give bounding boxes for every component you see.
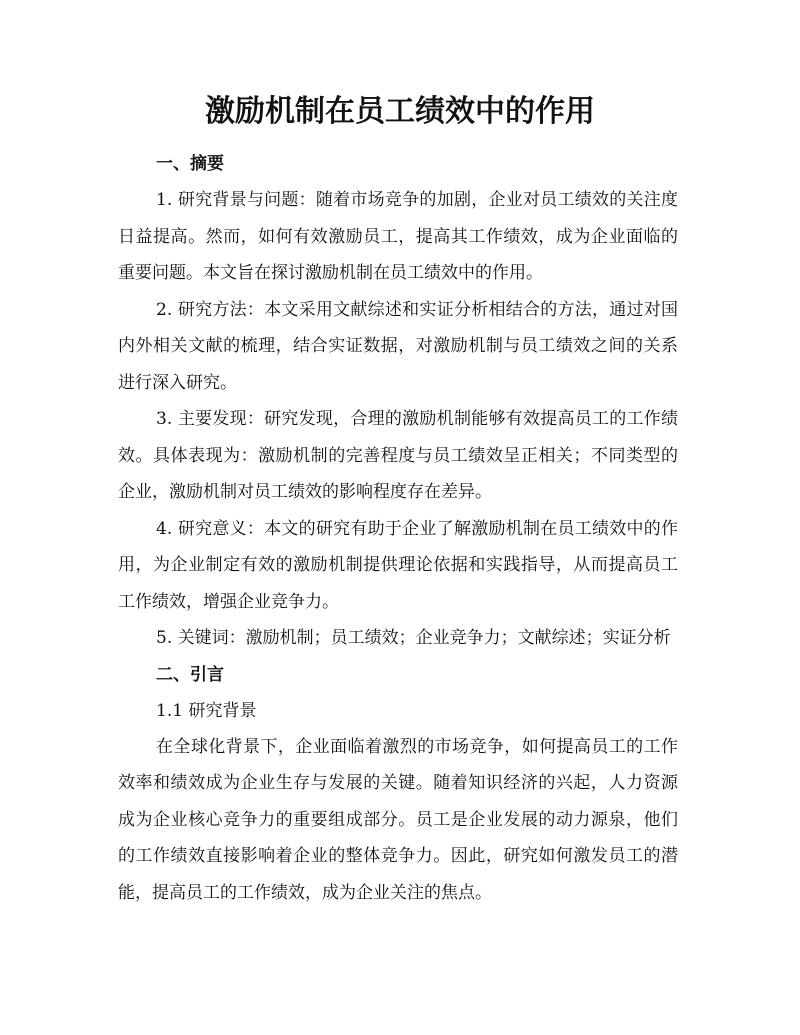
- abstract-paragraph-significance: 4. 研究意义：本文的研究有助于企业了解激励机制在员工绩效中的作用，为企业制定有效的激励机制提供理论依据和实践指导，从而提高员工工作绩效，增强企业竞争力。: [118, 518, 678, 612]
- document-title: 激励机制在员工绩效中的作用: [205, 94, 595, 129]
- section-heading-introduction: 二、引言: [156, 664, 224, 685]
- section-heading-abstract: 一、摘要: [156, 154, 224, 174]
- abstract-paragraph-background: 1. 研究背景与问题：随着市场竞争的加剧，企业对员工绩效的关注度日益提高。然而，如何有效激励员工，提高其工作绩效，成为企业面临的重要问题。本文旨在探讨激励机制在员工绩效中的作用。: [118, 190, 678, 283]
- document-body: [118, 146, 678, 911]
- subsection-heading-background: 1.1 研究背景: [156, 700, 257, 721]
- abstract-paragraph-method: 2. 研究方法：本文采用文献综述和实证分析相结合的方法，通过对国内外相关文献的梳理，结合实证数据，对激励机制与员工绩效之间的关系进行深入研究。: [118, 299, 678, 393]
- abstract-paragraph-findings: 3. 主要发现：研究发现，合理的激励机制能够有效提高员工的工作绩效。具体表现为：激励机制的完善程度与员工绩效呈正相关；不同类型的企业，激励机制对员工绩效的影响程度存在差异。: [118, 409, 678, 502]
- abstract-paragraph-keywords: 5. 关键词：激励机制；员工绩效；企业竞争力；文献综述；实证分析: [156, 628, 671, 648]
- introduction-paragraph: 在全球化背景下，企业面临着激烈的市场竞争，如何提高员工的工作效率和绩效成为企业生存与发展的关键。随着知识经济的兴起，人力资源成为企业核心竞争力的重要组成部分。员工是企业发展的动力源泉，他们的工作绩效直接影响着企业的整体竞争力。因此，研究如何激发员工的潜能，提高员工的工作绩效，成为企业关注的焦点。: [118, 736, 678, 903]
